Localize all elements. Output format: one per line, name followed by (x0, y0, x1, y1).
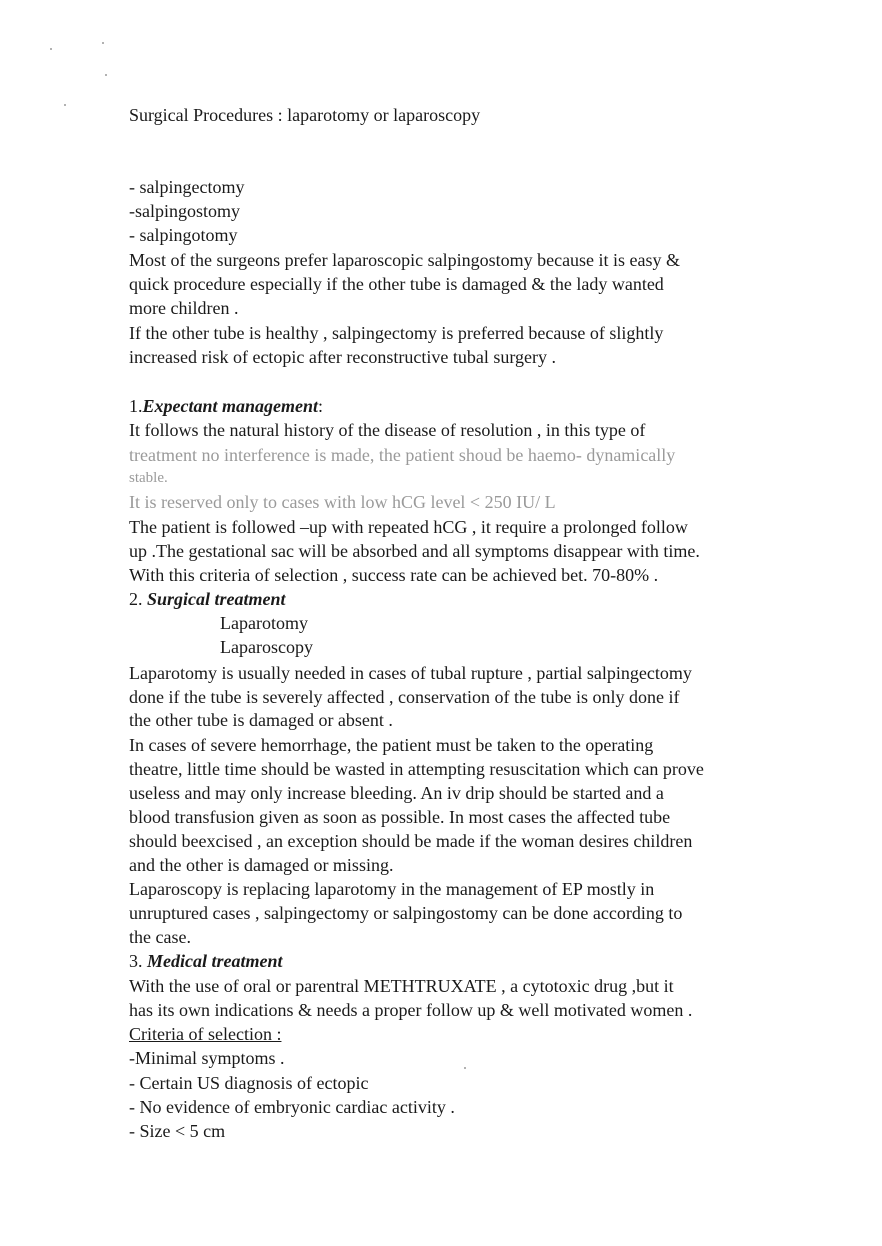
scan-speck (464, 1067, 466, 1069)
intro-line: Most of the surgeons prefer laparoscopic salpingostomy because it is easy & (129, 250, 681, 270)
section-heading-suffix: : (318, 396, 324, 416)
procedure-item: - salpingotomy (129, 225, 238, 245)
section1-line: The patient is followed –up with repeated hCG , it require a prolonged follow (129, 517, 688, 537)
section2-line: theatre, little time should be wasted in attempting resuscitation which can prove (129, 759, 704, 779)
scan-speck (50, 48, 52, 50)
section2-line: the case. (129, 927, 191, 947)
intro-line: quick procedure especially if the other tube is damaged & the lady wanted (129, 274, 664, 294)
section-number: 3. (129, 951, 147, 971)
section1-line: It follows the natural history of the disease of resolution , in this type of (129, 420, 646, 440)
section2-line: Laparoscopy is replacing laparotomy in the management of EP mostly in (129, 879, 655, 899)
section3-line: has its own indications & needs a proper follow up & well motivated women . (129, 1000, 693, 1020)
criteria-item: - Size < 5 cm (129, 1121, 226, 1141)
intro-line: increased risk of ectopic after reconstructive tubal surgery . (129, 347, 556, 367)
criteria-item: - No evidence of embryonic cardiac activity . (129, 1097, 455, 1117)
criteria-title: Criteria of selection : (129, 1024, 282, 1044)
section-number: 1. (129, 396, 143, 416)
section-heading-text: Medical treatment (147, 951, 283, 971)
section2-line: and the other is damaged or missing. (129, 855, 394, 875)
section2-line: Laparotomy is usually needed in cases of tubal rupture , partial salpingectomy (129, 663, 692, 683)
section2-line: blood transfusion given as soon as possible. In most cases the affected tube (129, 807, 671, 827)
criteria-item: -Minimal symptoms . (129, 1048, 285, 1068)
section2-line: the other tube is damaged or absent . (129, 710, 393, 730)
surgical-option: Laparoscopy (220, 637, 313, 657)
scan-speck (105, 74, 107, 76)
procedure-item: -salpingostomy (129, 201, 240, 221)
section1-line: up .The gestational sac will be absorbed and all symptoms disappear with time. (129, 541, 700, 561)
surgical-option: Laparotomy (220, 613, 308, 633)
section1-line: stable. (129, 470, 168, 486)
section-heading-expectant (129, 394, 323, 418)
section2-line: In cases of severe hemorrhage, the patient must be taken to the operating (129, 735, 654, 755)
intro-line: more children . (129, 298, 239, 318)
section2-line: should beexcised , an exception should be made if the woman desires children (129, 831, 693, 851)
page-title: Surgical Procedures : laparotomy or laparoscopy (129, 105, 481, 125)
procedure-item: - salpingectomy (129, 177, 245, 197)
section2-line: done if the tube is severely affected , conservation of the tube is only done if (129, 687, 680, 707)
section-heading-surgical (129, 587, 286, 611)
section2-line: unruptured cases , salpingectomy or salpingostomy can be done according to (129, 903, 683, 923)
criteria-item: - Certain US diagnosis of ectopic (129, 1073, 369, 1093)
scan-speck (102, 42, 104, 44)
section-heading-medical (129, 949, 282, 973)
intro-line: If the other tube is healthy , salpingectomy is preferred because of slightly (129, 323, 664, 343)
section2-line: useless and may only increase bleeding. An iv drip should be started and a (129, 783, 664, 803)
scan-speck (64, 104, 66, 106)
section1-line: treatment no interference is made, the patient shoud be haemo- dynamically (129, 445, 676, 465)
section-heading-text: Expectant management (142, 396, 318, 416)
section1-line: With this criteria of selection , success rate can be achieved bet. 70-80% . (129, 565, 659, 585)
section1-line: It is reserved only to cases with low hCG level < 250 IU/ L (129, 492, 556, 512)
section-heading-text: Surgical treatment (147, 589, 286, 609)
section-number: 2. (129, 589, 147, 609)
section3-line: With the use of oral or parentral METHTRUXATE , a cytotoxic drug ,but it (129, 976, 674, 996)
